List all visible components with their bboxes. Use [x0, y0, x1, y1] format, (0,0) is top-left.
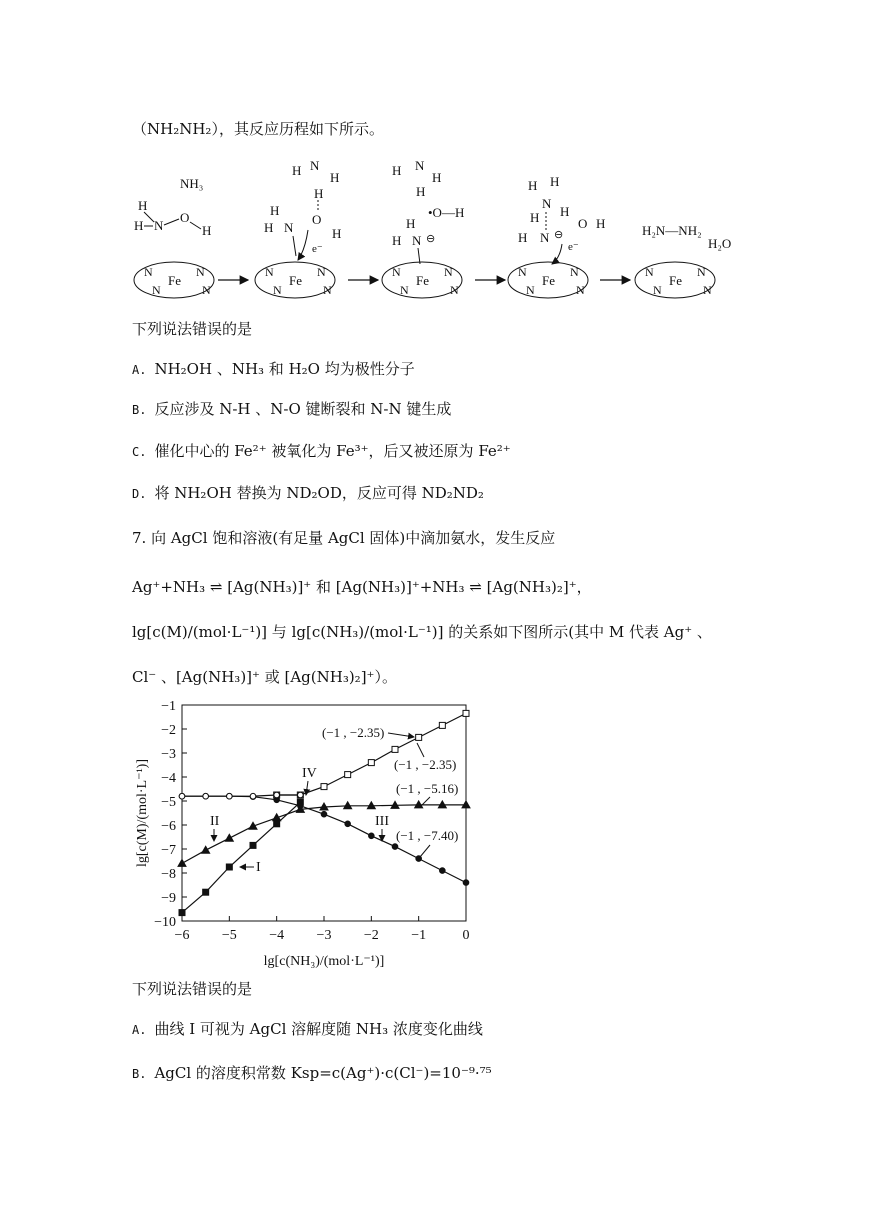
ring-n-4-0: N	[518, 265, 527, 279]
q7-prompt: 下列说法错误的是	[132, 980, 253, 998]
q6-prompt: 下列说法错误的是	[132, 320, 253, 338]
curve-label-ii: II	[210, 814, 220, 829]
svg-text:N: N	[540, 230, 550, 245]
svg-text:e⁻: e⁻	[568, 241, 579, 253]
svg-text:N: N	[154, 218, 164, 233]
svg-text:N: N	[310, 160, 320, 173]
svg-text:H: H	[270, 203, 280, 218]
data-point-baseline	[203, 793, 209, 799]
data-point-IV	[463, 710, 469, 716]
curve-label-iv: IV	[302, 766, 317, 781]
data-point-IV	[392, 746, 398, 752]
ring-n-2-0: N	[265, 265, 274, 279]
y-tick-label: −10	[154, 915, 176, 930]
svg-text:H₂O: H₂O	[708, 236, 732, 251]
data-point-baseline	[250, 793, 256, 799]
data-point-III	[392, 844, 398, 850]
series-line-baseline	[182, 795, 300, 796]
ring-n-4-1: N	[526, 283, 535, 297]
ring-n-5-2: N	[697, 265, 706, 279]
data-point-IV	[321, 784, 327, 790]
fe-center-4: Fe	[542, 273, 555, 288]
svg-text:H: H	[550, 174, 560, 189]
q7-stem-4: Cl⁻ 、[Ag(NH₃)]⁺ 或 [Ag(NH₃)₂]⁺）。	[132, 668, 397, 686]
q7-option-b: B. AgCl 的溶度积常数 Ksp=c(Ag⁺)·c(Cl⁻)=10⁻⁹·⁷⁵	[132, 1064, 492, 1082]
data-point-III	[321, 811, 327, 817]
curve-label-i: I	[256, 860, 261, 875]
data-point-II	[202, 846, 210, 853]
fe-center-3: Fe	[416, 273, 429, 288]
svg-text:⊖: ⊖	[554, 229, 564, 241]
y-tick-label: −2	[161, 723, 176, 738]
x-axis-label: lg[c(NH₃)/(mol·L⁻¹)]	[263, 954, 385, 969]
ring-n-2-3: N	[323, 283, 332, 297]
y-tick-label: −5	[161, 795, 176, 810]
ring-n-4-2: N	[570, 265, 579, 279]
svg-text:⊖: ⊖	[426, 233, 436, 245]
svg-text:H: H	[330, 170, 340, 185]
svg-text:•O—H: •O—H	[428, 205, 465, 220]
data-point-I	[179, 910, 185, 916]
ring-n-3-3: N	[450, 283, 459, 297]
curve-label-iii: III	[375, 814, 389, 829]
svg-text:H: H	[392, 163, 402, 178]
svg-text:H: H	[416, 184, 426, 199]
svg-text:H: H	[432, 170, 442, 185]
svg-text:H: H	[406, 216, 416, 231]
data-point-I	[250, 842, 256, 848]
svg-text:N: N	[415, 160, 425, 173]
svg-text:H: H	[518, 230, 528, 245]
intro-line: （NH₂NH₂），其反应历程如下所示。	[132, 120, 384, 138]
reaction-mechanism-diagram	[130, 160, 770, 310]
x-tick-label: −6	[174, 928, 190, 943]
data-point-IV	[345, 772, 351, 778]
data-point-II	[178, 859, 186, 866]
data-point-I	[226, 864, 232, 870]
svg-text:O: O	[312, 212, 322, 227]
ring-n-3-1: N	[400, 283, 409, 297]
y-tick-label: −4	[161, 771, 176, 786]
x-tick-label: −4	[269, 928, 285, 943]
svg-text:H: H	[528, 178, 538, 193]
svg-text:H₂N—NH₂: H₂N—NH₂	[642, 223, 702, 238]
data-point-III	[298, 803, 304, 809]
svg-text:H: H	[264, 220, 274, 235]
q6-option-b: B. 反应涉及 N-H 、N-O 键断裂和 N-N 键生成	[132, 400, 452, 418]
x-tick-label: −5	[221, 928, 237, 943]
svg-text:H: H	[332, 226, 342, 241]
svg-text:H: H	[530, 210, 540, 225]
x-tick-label: −2	[363, 928, 379, 943]
x-tick-label: −3	[316, 928, 332, 943]
ring-n-4-3: N	[576, 283, 585, 297]
svg-text:N: N	[542, 196, 552, 211]
ring-n-1-1: N	[152, 283, 161, 297]
q6-option-d: D. 将 NH₂OH 替换为 ND₂OD，反应可得 ND₂ND₂	[132, 484, 484, 502]
svg-text:O: O	[180, 210, 190, 225]
ring-n-5-1: N	[653, 283, 662, 297]
q6-option-a: A. NH₂OH 、NH₃ 和 H₂O 均为极性分子	[132, 360, 415, 378]
q7-option-a: A. 曲线 I 可视为 AgCl 溶解度随 NH₃ 浓度变化曲线	[132, 1020, 483, 1038]
svg-text:H: H	[596, 216, 606, 231]
y-tick-label: −9	[161, 891, 176, 906]
y-axis-label: lg[c(M)/(mol·L⁻¹)]	[135, 759, 150, 867]
fe-center-1: Fe	[168, 273, 181, 288]
y-tick-label: −3	[161, 747, 176, 762]
q7-stem-1: 7. 向 AgCl 饱和溶液(有足量 AgCl 固体)中滴加氨水，发生反应	[132, 529, 556, 547]
y-tick-label: −6	[161, 819, 176, 834]
annotation-1: (−1 , −2.35)	[322, 725, 385, 740]
annotation-2: (−1 , −2.35)	[394, 757, 457, 772]
svg-text:e⁻: e⁻	[312, 243, 323, 255]
data-point-baseline	[298, 792, 304, 798]
fe-center-5: Fe	[669, 273, 682, 288]
svg-text:H: H	[392, 233, 402, 248]
data-point-baseline	[227, 793, 233, 799]
data-point-III	[345, 821, 351, 827]
svg-text:H: H	[292, 163, 302, 178]
svg-text:O: O	[578, 216, 588, 231]
annotation-4: (−1 , −7.40)	[396, 828, 459, 843]
solubility-chart	[130, 695, 490, 970]
svg-text:H: H	[138, 198, 148, 213]
ring-n-3-2: N	[444, 265, 453, 279]
annotation-3: (−1 , −5.16)	[396, 781, 459, 796]
svg-text:H: H	[134, 218, 144, 233]
data-point-I	[274, 821, 280, 827]
nh3-label: NH₃	[180, 176, 204, 191]
svg-text:N: N	[284, 220, 294, 235]
q7-stem-3: lg[c(M)/(mol·L⁻¹)] 与 lg[c(NH₃)/(mol·L⁻¹)] 的关系如下图所示(其中 M 代表 Ag⁺ 、	[132, 623, 712, 641]
y-tick-label: −7	[161, 843, 176, 858]
data-point-II	[225, 834, 233, 841]
q6-option-c: C. 催化中心的 Fe²⁺ 被氧化为 Fe³⁺，后又被还原为 Fe²⁺	[132, 442, 511, 460]
x-tick-label: −1	[411, 928, 427, 943]
data-point-IV	[416, 734, 422, 740]
svg-text:H: H	[314, 186, 324, 201]
ring-n-1-3: N	[202, 283, 211, 297]
data-point-IV	[439, 722, 445, 728]
y-tick-label: −1	[161, 699, 176, 714]
q7-stem-2: Ag⁺+NH₃ ⇌ [Ag(NH₃)]⁺ 和 [Ag(NH₃)]⁺+NH₃ ⇌ [Ag(NH₃)₂]⁺，	[132, 578, 592, 596]
x-tick-label: 0	[462, 928, 470, 943]
data-point-I	[203, 889, 209, 895]
data-point-III	[440, 868, 446, 874]
ring-n-5-0: N	[645, 265, 654, 279]
ring-n-1-0: N	[144, 265, 153, 279]
series-line-I	[182, 802, 300, 912]
svg-text:N: N	[412, 233, 422, 248]
svg-text:H: H	[202, 223, 212, 238]
ring-n-2-2: N	[317, 265, 326, 279]
data-point-IV	[368, 760, 374, 766]
data-point-III	[463, 880, 469, 886]
ring-n-2-1: N	[273, 283, 282, 297]
data-point-baseline	[179, 793, 185, 799]
ring-n-5-3: N	[703, 283, 712, 297]
ring-n-3-0: N	[392, 265, 401, 279]
data-point-III	[369, 833, 375, 839]
data-point-baseline	[274, 792, 280, 798]
svg-text:H: H	[560, 204, 570, 219]
ring-n-1-2: N	[196, 265, 205, 279]
y-tick-label: −8	[161, 867, 176, 882]
fe-center-2: Fe	[289, 273, 302, 288]
